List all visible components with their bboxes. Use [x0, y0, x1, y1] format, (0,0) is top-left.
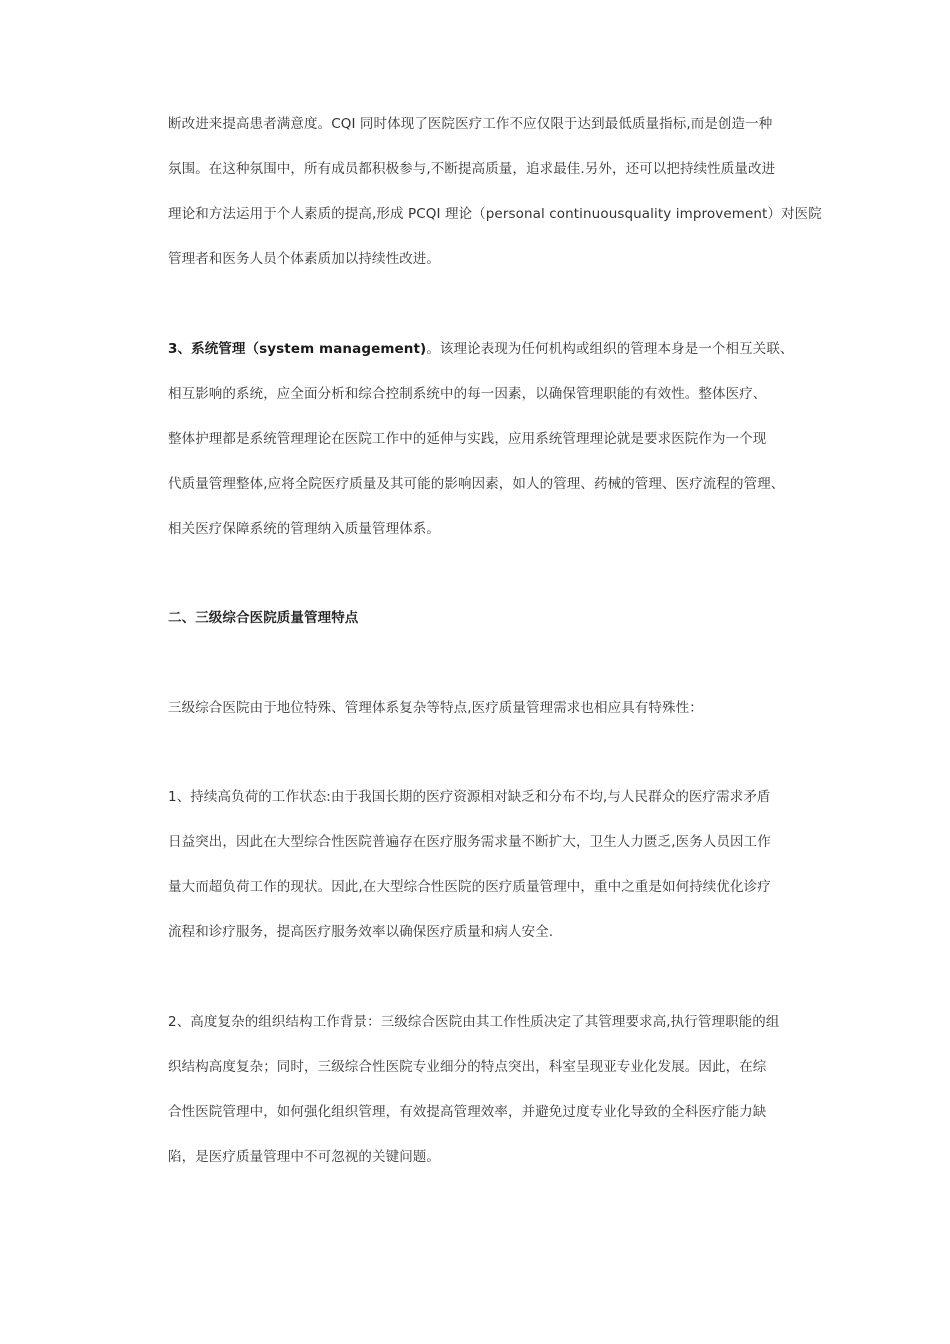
text-line: 管理者和医务人员个体素质加以持续性改进。: [168, 251, 440, 267]
text-line: 陷，是医疗质量管理中不可忽视的关键问题。: [168, 1149, 440, 1165]
system-management-label: 3、系统管理（system management): [168, 341, 427, 357]
system-management-text: 。该理论表现为任何机构或组织的管理本身是一个相互关联、: [426, 341, 794, 357]
text-line: 2、高度复杂的组织结构工作背景：三级综合医院由其工作性质决定了其管理要求高,执行管理职能的组: [168, 1014, 780, 1030]
text-line: 整体护理都是系统管理理论在医院工作中的延伸与实践，应用系统管理理论就是要求医院作为一个现: [168, 431, 767, 447]
text-line: 相互影响的系统，应全面分析和综合控制系统中的每一因素，以确保管理职能的有效性。整体医疗、: [168, 386, 767, 402]
intro-paragraph: 三级综合医院由于地位特殊、管理体系复杂等特点,医疗质量管理需求也相应具有特殊性：: [168, 700, 703, 716]
text-line: 代质量管理整体,应将全院医疗质量及其可能的影响因素，如人的管理、药械的管理、医疗流程的管理、: [168, 476, 785, 492]
text-line: 氛围。在这种氛围中，所有成员都积极参与,不断提高质量，追求最佳.另外，还可以把持续性质量改进: [168, 161, 776, 177]
text-line: 日益突出，因此在大型综合性医院普遍存在医疗服务需求量不断扩大，卫生人力匮乏,医务人员因工作: [168, 834, 771, 850]
text-line: 断改进来提高患者满意度。CQI 同时体现了医院医疗工作不应仅限于达到最低质量指标,而是创造一种: [168, 116, 773, 132]
text-line: 1、持续高负荷的工作状态:由于我国长期的医疗资源相对缺乏和分布不均,与人民群众的医疗需求矛盾: [168, 789, 771, 805]
text-line: 相关医疗保障系统的管理纳入质量管理体系。: [168, 521, 440, 537]
text-line: 流程和诊疗服务，提高医疗服务效率以确保医疗质量和病人安全.: [168, 924, 554, 940]
text-line: [168, 339, 794, 359]
text-line: 量大而超负荷工作的现状。因此,在大型综合性医院的医疗质量管理中，重中之重是如何持续优化诊疗: [168, 879, 771, 895]
text-line: 合性医院管理中，如何强化组织管理，有效提高管理效率，并避免过度专业化导致的全科医疗能力缺: [168, 1104, 767, 1120]
section-heading: 二、三级综合医院质量管理特点: [168, 610, 359, 626]
text-line: 理论和方法运用于个人素质的提高,形成 PCQI 理论（personal continuousquality improvement）对医院: [168, 206, 822, 222]
text-line: 织结构高度复杂；同时，三级综合性医院专业细分的特点突出，科室呈现亚专业化发展。因此，在综: [168, 1059, 767, 1075]
